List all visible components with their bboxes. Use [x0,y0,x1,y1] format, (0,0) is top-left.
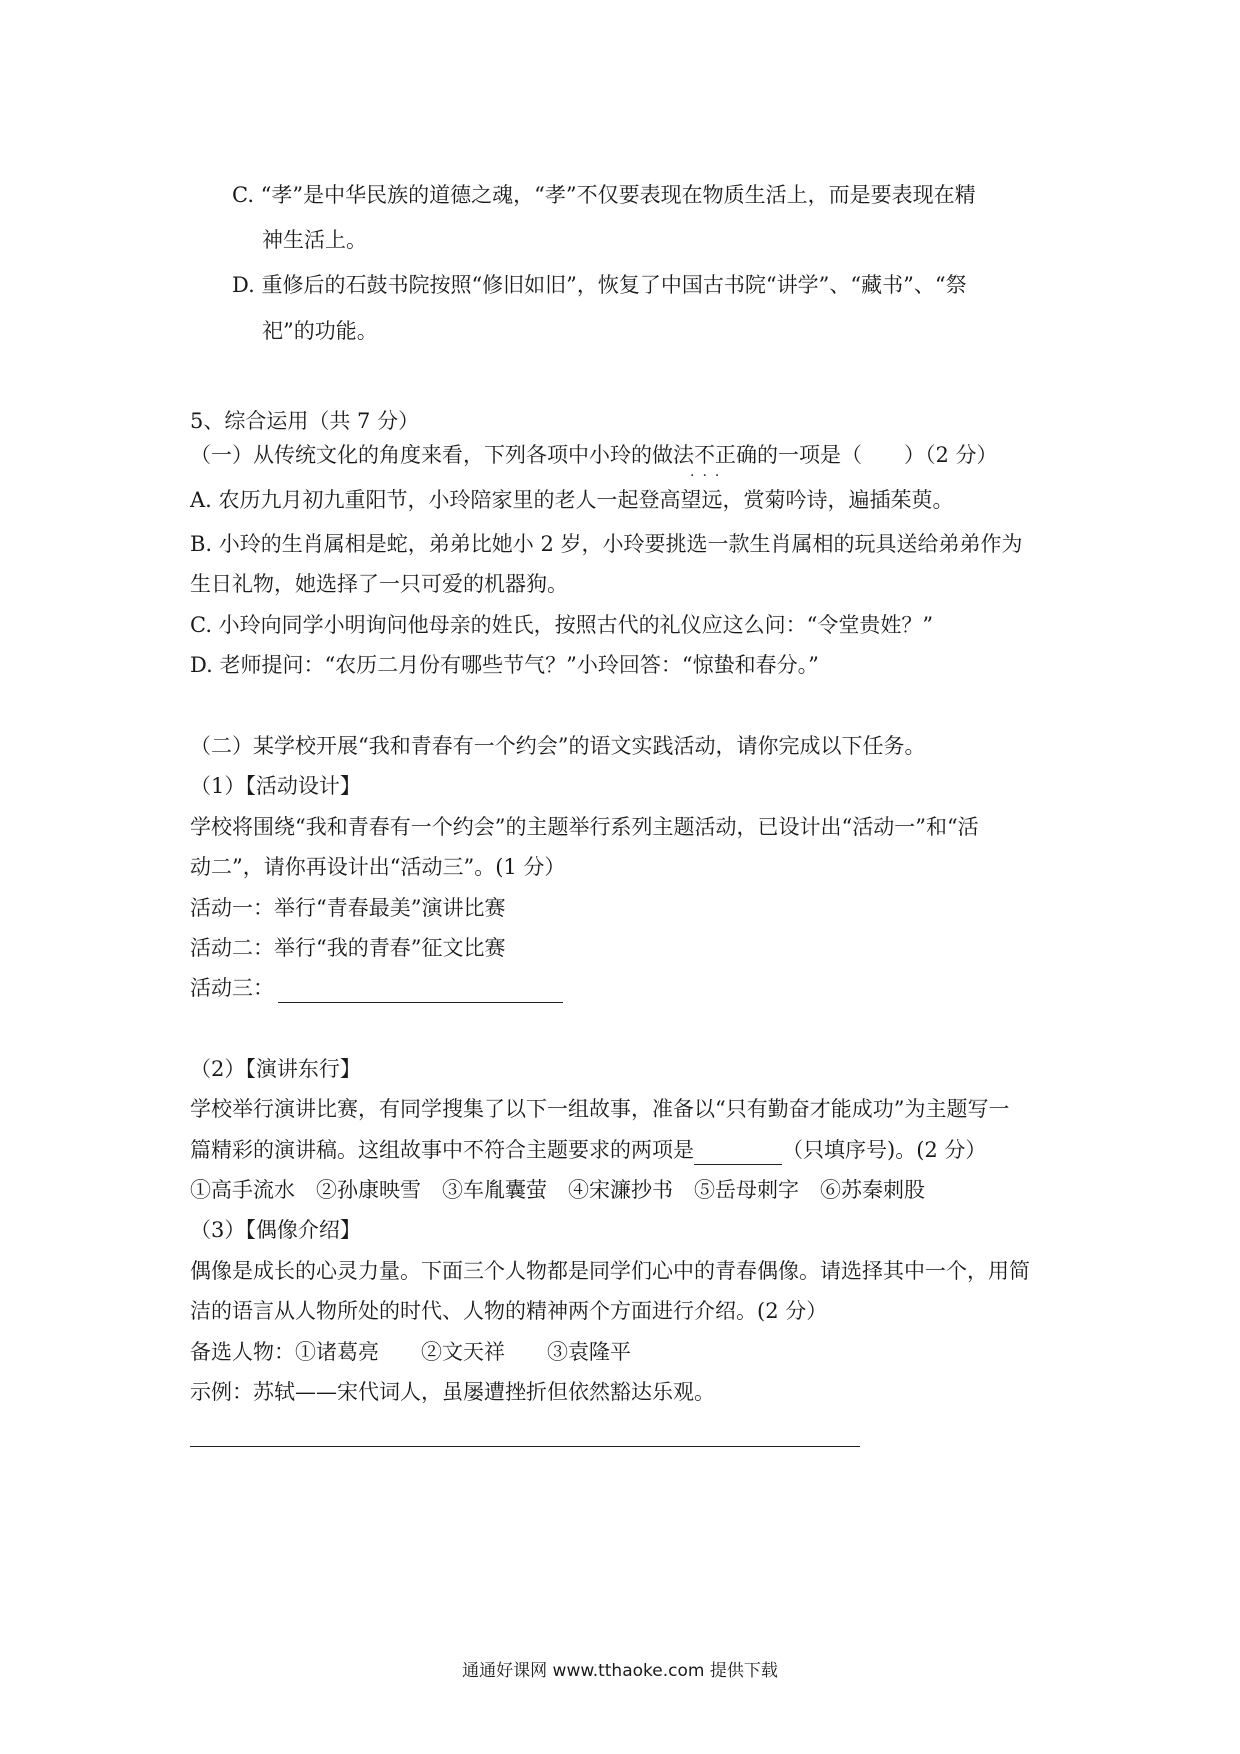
question-5-heading: 5、综合运用（共 7 分） [190,409,420,433]
option-c-line2: 神生活上。 [262,228,367,252]
activity-3-answer-blank[interactable] [278,980,563,1003]
task-2-text-line2 [190,1135,986,1165]
activity-2: 活动二：举行“我的青春”征文比赛 [190,936,506,960]
task-1-heading: （1）【活动设计】 [190,774,361,798]
activity-3 [190,973,563,1003]
activity-3-label: 活动三： [190,976,274,1000]
part-1-option-b-line1: B. 小玲的生肖属相是蛇，弟弟比她小 2 岁，小玲要挑选一款生肖属相的玩具送给弟弟作为 [190,532,1023,556]
task-2-answer-blank[interactable] [694,1142,782,1165]
emphasis-dots: ··· [690,468,728,484]
task-2-text-part-a: 篇精彩的演讲稿。这组故事中不符合主题要求的两项是 [190,1138,694,1162]
option-d-line1: D. 重修后的石鼓书院按照“修旧如旧”，恢复了中国古书院“讲学”、“藏书”、“祭 [232,273,967,297]
task-1-text-line1: 学校将围绕“我和青春有一个约会”的主题举行系列主题活动，已设计出“活动一”和“活 [190,815,979,839]
part-1-option-a: A. 农历九月初九重阳节，小玲陪家里的老人一起登高望远，赏菊吟诗，遍插茱萸。 [190,488,954,512]
task-2-heading: （2）【演讲东行】 [190,1057,361,1081]
task-2-options: ①高手流水 ②孙康映雪 ③车胤囊萤 ④宋濂抄书 ⑤岳母刺字 ⑥苏秦刺股 [190,1178,925,1202]
footer-text: 通通好课网 www.tthaoke.com 提供下载 [462,1661,778,1681]
task-3-candidates: 备选人物：①诸葛亮 ②文天祥 ③袁隆平 [190,1340,631,1364]
task-2-text-part-b: （只填序号)。(2 分） [782,1138,987,1162]
task-1-text-line2: 动二”，请你再设计出“活动三”。(1 分） [190,855,566,879]
option-c-line1: C. “孝”是中华民族的道德之魂，“孝”不仅要表现在物质生活上，而是要表现在精 [232,183,976,207]
task-3-heading: （3）【偶像介绍】 [190,1218,361,1242]
task-3-example: 示例：苏轼——宋代词人，虽屡遭挫折但依然豁达乐观。 [190,1380,715,1404]
part-1-option-c: C. 小玲向同学小明询问他母亲的姓氏，按照古代的礼仪应这么问：“令堂贵姓？” [190,613,934,637]
part-2-heading: （二）某学校开展“我和青春有一个约会”的语文实践活动，请你完成以下任务。 [190,734,926,758]
part-1-option-b-line2: 生日礼物，她选择了一只可爱的机器狗。 [190,572,568,596]
part-1-question: （一）从传统文化的角度来看，下列各项中小玲的做法不正确的一项是（ ）（2 分） [190,443,998,467]
option-d-line2: 祀”的功能。 [262,319,378,343]
task-3-text-line1: 偶像是成长的心灵力量。下面三个人物都是同学们心中的青春偶像。请选择其中一个，用简 [190,1259,1030,1283]
part-1-option-d: D. 老师提问：“农历二月份有哪些节气？”小玲回答：“惊蛰和春分。” [190,653,819,677]
activity-1: 活动一：举行“青春最美”演讲比赛 [190,896,506,920]
task-3-answer-line[interactable] [190,1446,860,1447]
task-2-text-line1: 学校举行演讲比赛，有同学搜集了以下一组故事，准备以“只有勤奋才能成功”为主题写一 [190,1097,1010,1121]
task-3-text-line2: 洁的语言从人物所处的时代、人物的精神两个方面进行介绍。(2 分） [190,1299,828,1323]
